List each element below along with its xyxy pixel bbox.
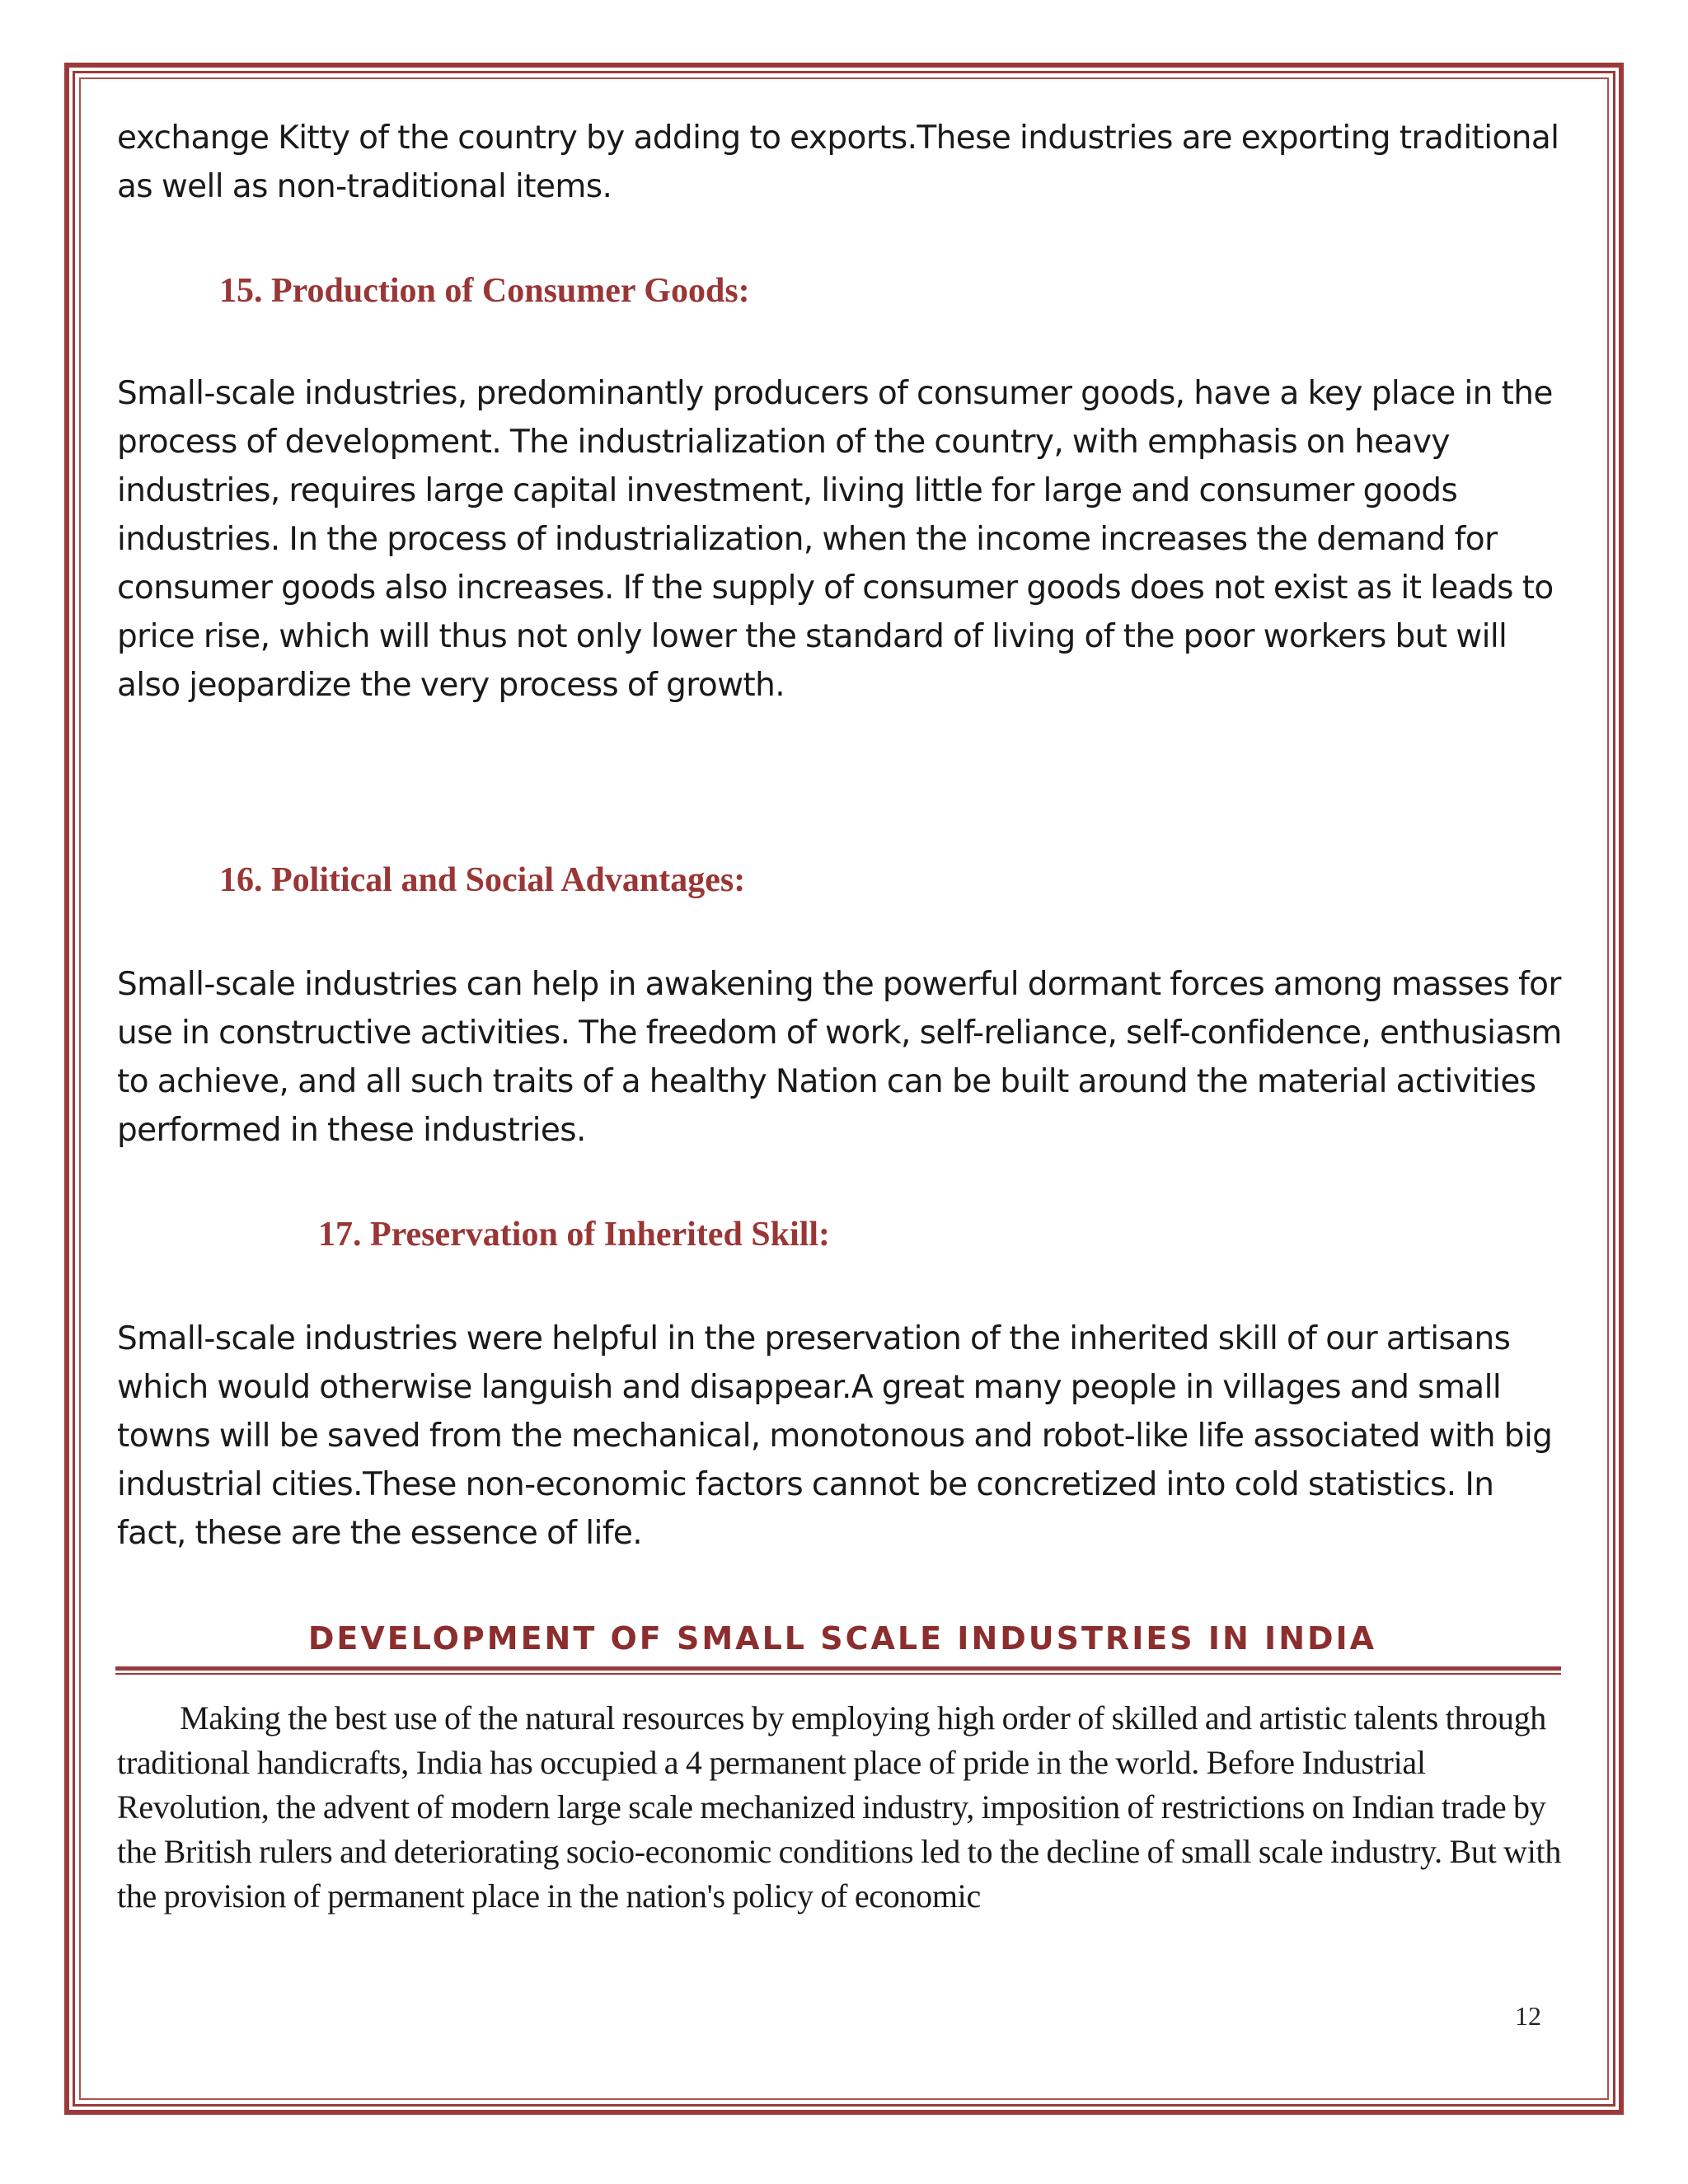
section-body-consumer-goods: Small-scale industries, predominantly producers of consumer goods, have a key place in the process of development. The industrialization of the country, with emphasis on heavy industries, requires large capital investment, living little for large and consumer goods industries. In the process of industrialization, when the income increases the demand for consumer goods also increases. If the supply of consumer goods does not exist as it leads to price rise, which will thus not only lower the standard of living of the poor workers but will also jeopardize the very process of growth. bbox=[117, 375, 1554, 704]
title-underline-thick bbox=[115, 1666, 1561, 1671]
chapter-section-title: DEVELOPMENT OF SMALL SCALE INDUSTRIES IN INDIA bbox=[307, 1620, 1377, 1657]
section-heading-inherited-skill: 17. Preservation of Inherited Skill: bbox=[318, 1216, 831, 1254]
section-body-political-social: Small-scale industries can help in awakening the powerful dormant forces among masses for use in constructive activities. The freedom of work, self-reliance, self-confidence, enthusiasm to achieve, and all such traits of a healthy Nation can be built around the material activities performed in these industries. bbox=[117, 966, 1562, 1149]
title-underline-thin bbox=[115, 1673, 1561, 1675]
section-heading-political-social: 16. Political and Social Advantages: bbox=[219, 861, 746, 899]
section-body-inherited-skill: Small-scale industries were helpful in the preservation of the inherited skill of our artisans which would otherwise languish and disappear.A great many people in villages and small towns will be saved from the mechanical, monotonous and robot-like life associated with big industrial cities.These non-economic factors cannot be concretized into cold statistics. In fact, these are the essence of life. bbox=[117, 1320, 1553, 1552]
page-number: 12 bbox=[1515, 2001, 1541, 2031]
chapter-section-body: Making the best use of the natural resources by employing high order of skilled and artistic talents through traditional handicrafts, India has occupied a 4 permanent place of pride in the world. Before Industrial Revolution, the advent of modern large scale mechanized industry, imposition of restrictions on Indian trade by the British rulers and deteriorating socio-economic conditions led to the decline of small scale industry. But with the provision of permanent place in the nation's policy of economic bbox=[117, 1699, 1562, 1915]
section-heading-consumer-goods: 15. Production of Consumer Goods: bbox=[219, 272, 750, 310]
intro-paragraph: exchange Kitty of the country by adding to exports.These industries are exporting traditional as well as non-traditional items. bbox=[117, 120, 1559, 205]
